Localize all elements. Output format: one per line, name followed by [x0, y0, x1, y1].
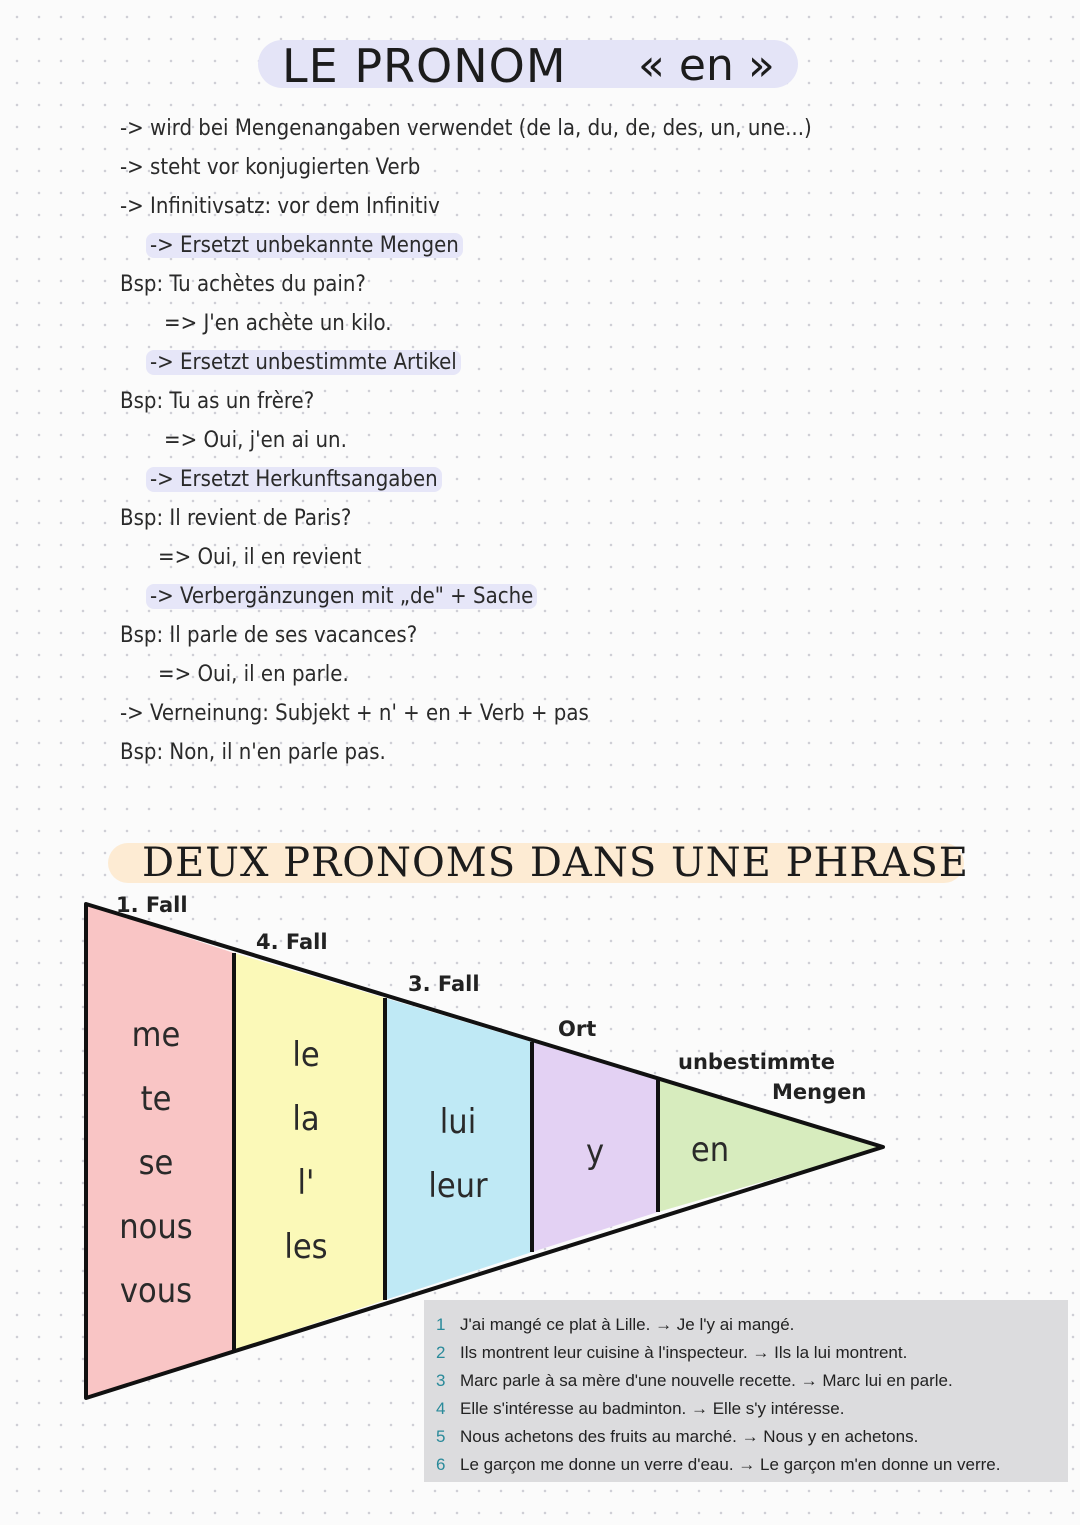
note-line: -> Verneinung: Subjekt + n' + en + Verb + pas	[120, 701, 589, 726]
example-row: 4 Elle s'intéresse au badminton. → Elle s'y intéresse.	[436, 1399, 845, 1418]
examples-box	[424, 1300, 1068, 1482]
example-row: 6 Le garçon me donne un verre d'eau. → Le garçon m'en donne un verre.	[436, 1455, 1001, 1474]
note-line: => J'en achète un kilo.	[164, 311, 392, 336]
word-me: me	[131, 1015, 181, 1055]
note-line: -> Ersetzt Herkunftsangaben	[146, 467, 442, 492]
note-line: -> steht vor konjugierten Verb	[120, 155, 421, 180]
note-line: -> Ersetzt unbekannte Mengen	[146, 233, 463, 258]
label-mengen: Mengen	[772, 1080, 867, 1104]
note-line: -> Infinitivsatz: vor dem Infinitiv	[120, 194, 440, 219]
funnel-col2	[234, 953, 385, 1350]
label-ort: Ort	[558, 1017, 597, 1041]
note-line: -> Verbergänzungen mit „de" + Sache	[146, 584, 537, 609]
note-line: -> Ersetzt unbestimmte Artikel	[146, 350, 461, 375]
note-line: -> wird bei Mengenangaben verwendet (de la, du, de, des, un, une...)	[120, 116, 812, 141]
word-l: l'	[297, 1163, 315, 1203]
note-line: => Oui, il en parle.	[158, 662, 349, 687]
title-en: « en »	[638, 40, 775, 91]
label-unbestimmte: unbestimmte	[678, 1050, 835, 1074]
note-line: Bsp: Il parle de ses vacances?	[120, 623, 418, 648]
note-line: Bsp: Il revient de Paris?	[120, 506, 352, 531]
label-1-fall: 1. Fall	[116, 893, 188, 917]
word-y: y	[585, 1132, 605, 1172]
word-en: en	[690, 1130, 730, 1170]
note-line: Bsp: Non, il n'en parle pas.	[120, 740, 386, 765]
title2-text: DEUX PRONOMS DANS UNE PHRASE	[142, 840, 969, 886]
example-row: 3 Marc parle à sa mère d'une nouvelle recette. → Marc lui en parle.	[436, 1371, 953, 1390]
title-main: LE PRONOM	[282, 39, 567, 93]
label-4-fall: 4. Fall	[256, 930, 328, 954]
note-line: Bsp: Tu achètes du pain?	[120, 272, 366, 297]
word-leur: leur	[428, 1166, 488, 1206]
example-row: 1 J'ai mangé ce plat à Lille. → Je l'y ai mangé.	[436, 1315, 795, 1334]
note-line: Bsp: Tu as un frère?	[120, 389, 315, 414]
note-line: => Oui, j'en ai un.	[164, 428, 347, 453]
word-te: te	[140, 1079, 172, 1119]
word-la: la	[292, 1099, 320, 1139]
example-row: 2 Ils montrent leur cuisine à l'inspecteur. → Ils la lui montrent.	[436, 1343, 908, 1362]
word-nous: nous	[119, 1207, 193, 1247]
funnel-col3	[385, 998, 532, 1300]
label-3-fall: 3. Fall	[408, 972, 480, 996]
word-le: le	[292, 1035, 320, 1075]
word-lui: lui	[439, 1102, 477, 1142]
note-line: => Oui, il en revient	[158, 545, 362, 570]
example-row: 5 Nous achetons des fruits au marché. → Nous y en achetons.	[436, 1427, 919, 1446]
word-vous: vous	[119, 1271, 193, 1311]
word-se: se	[138, 1143, 174, 1183]
word-les: les	[284, 1227, 328, 1267]
